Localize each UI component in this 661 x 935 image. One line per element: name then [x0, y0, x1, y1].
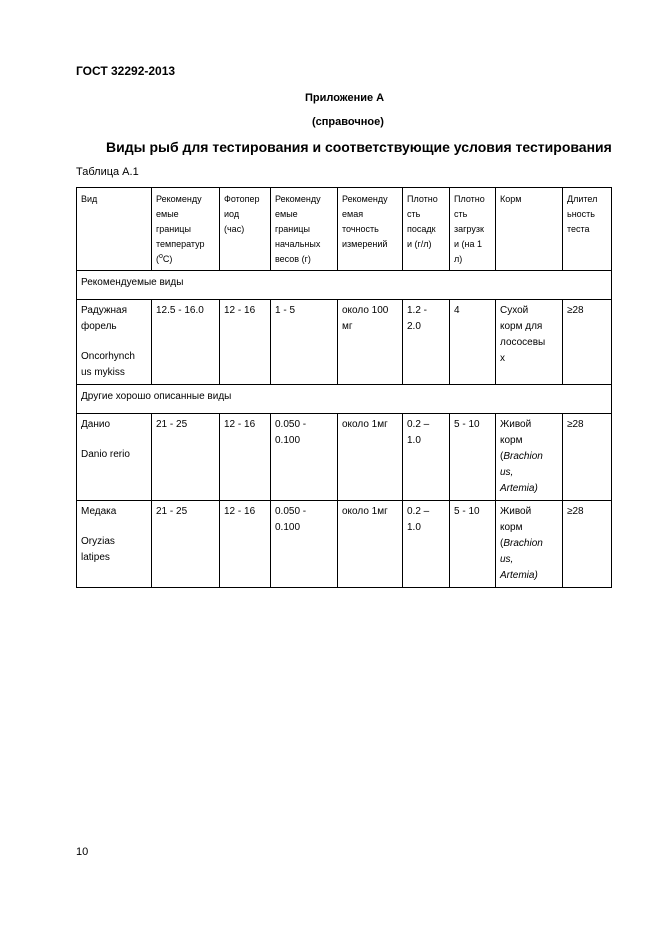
density-cell: 0.2 – 1.0	[403, 414, 450, 501]
species-cell: Медака Oryzias latipes	[77, 501, 152, 588]
weight-cell: 0.050 - 0.100	[271, 414, 338, 501]
photoperiod-cell: 12 - 16	[220, 300, 271, 385]
duration-cell: ≥28	[563, 300, 612, 385]
table-caption: Таблица А.1	[76, 166, 139, 178]
photoperiod-cell: 12 - 16	[220, 414, 271, 501]
duration-cell: ≥28	[563, 501, 612, 588]
temperature-cell: 21 - 25	[152, 501, 220, 588]
table-row	[77, 501, 612, 588]
accuracy-cell: около 1мг	[338, 501, 403, 588]
weight-cell: 1 - 5	[271, 300, 338, 385]
page-number: 10	[76, 846, 89, 858]
feed-cell: Живой корм (Brachion us, Artemia)	[496, 414, 563, 501]
species-cell: Радужная форель Oncorhynch us mykiss	[77, 300, 152, 385]
section-label: Рекомендуемые виды	[77, 271, 612, 300]
feed-cell: Живой корм (Brachion us, Artemia)	[496, 501, 563, 588]
temperature-cell: 12.5 - 16.0	[152, 300, 220, 385]
header-species: Вид	[77, 188, 152, 271]
weight-cell: 0.050 - 0.100	[271, 501, 338, 588]
loading-cell: 4	[450, 300, 496, 385]
header-feed: Корм	[496, 188, 563, 271]
table-row	[77, 414, 612, 501]
header-photoperiod: Фотопер иод (час)	[220, 188, 271, 271]
section-row-recommended	[77, 271, 612, 300]
table-row	[77, 300, 612, 385]
species-cell: Данио Danio rerio	[77, 414, 152, 501]
section-row-other	[77, 385, 612, 414]
table-header-row	[77, 188, 612, 271]
section-label: Другие хорошо описанные виды	[77, 385, 612, 414]
header-duration: Длител ьность теста	[563, 188, 612, 271]
loading-cell: 5 - 10	[450, 414, 496, 501]
header-accuracy: Рекоменду емая точность измерений	[338, 188, 403, 271]
fish-species-table	[76, 187, 612, 588]
photoperiod-cell: 12 - 16	[220, 501, 271, 588]
feed-cell: Сухой корм для лососевы х	[496, 300, 563, 385]
accuracy-cell: около 100 мг	[338, 300, 403, 385]
accuracy-cell: около 1мг	[338, 414, 403, 501]
density-cell: 0.2 – 1.0	[403, 501, 450, 588]
density-cell: 1.2 - 2.0	[403, 300, 450, 385]
header-density: Плотно сть посадк и (г/л)	[403, 188, 450, 271]
duration-cell: ≥28	[563, 414, 612, 501]
appendix-type: (справочное)	[312, 116, 384, 128]
header-loading: Плотно сть загрузк и (на 1 л)	[450, 188, 496, 271]
document-standard-number: ГОСТ 32292-2013	[76, 64, 176, 78]
page-title: Виды рыб для тестирования и соответствующие условия тестирования	[106, 139, 612, 155]
loading-cell: 5 - 10	[450, 501, 496, 588]
temperature-cell: 21 - 25	[152, 414, 220, 501]
header-temperature: Рекоменду емые границы температур ($^о$С)	[152, 188, 220, 271]
header-weight: Рекоменду емые границы начальных весов (г)	[271, 188, 338, 271]
appendix-title: Приложение А	[305, 92, 385, 104]
